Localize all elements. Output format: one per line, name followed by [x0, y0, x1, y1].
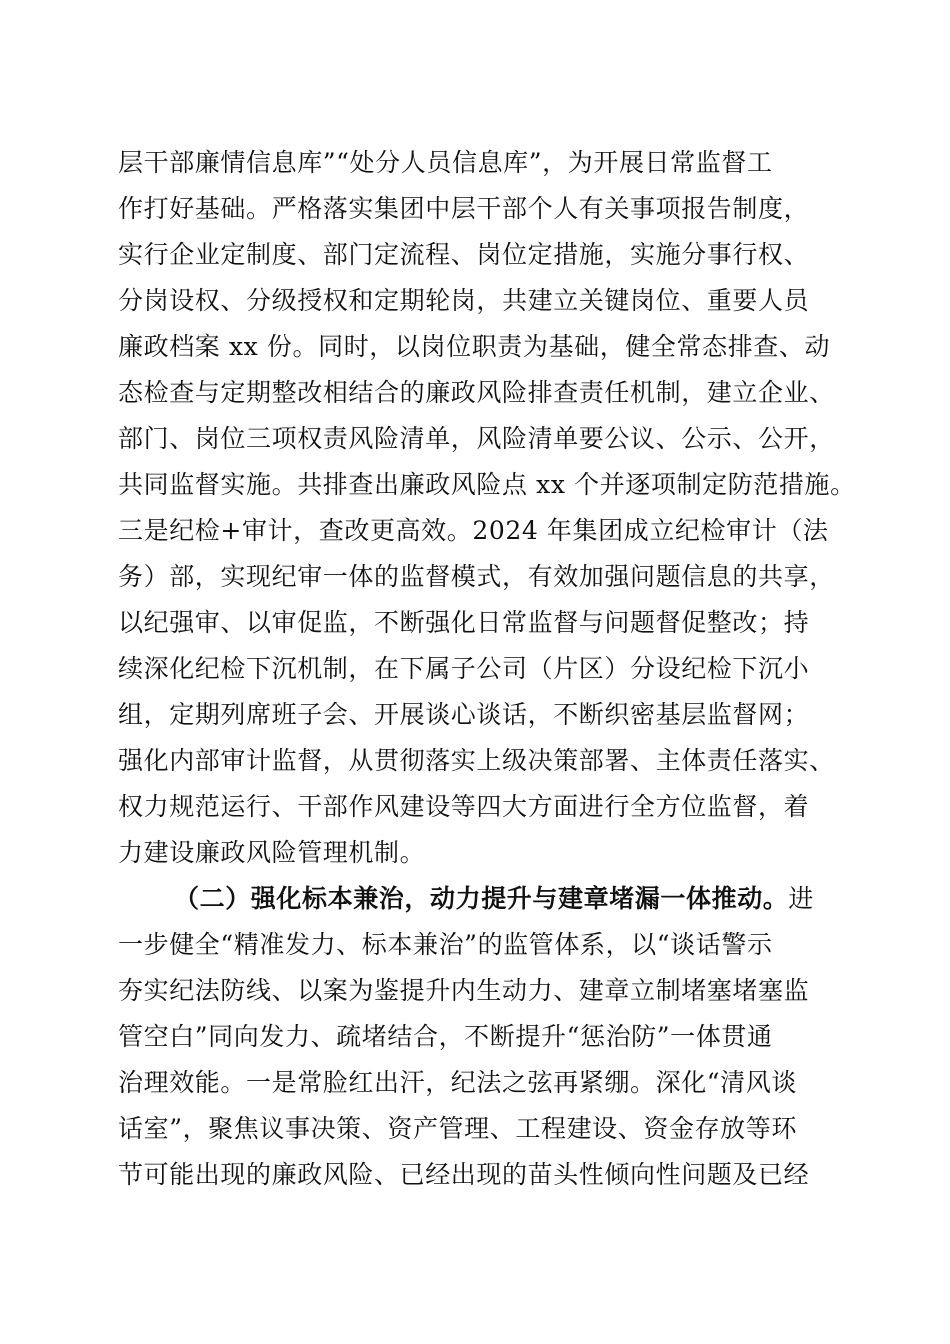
- text-line: 务）部，实现纪审一体的监督模式，有效加强问题信息的共享，: [118, 562, 835, 591]
- text-line: 三是纪检+审计，查改更高效。2024 年集团成立纪检审计（法: [118, 516, 829, 545]
- text-line: 部门、岗位三项权责风险清单，风险清单要公议、公示、公开，: [118, 424, 835, 453]
- document-body: [118, 140, 856, 1198]
- section-heading-line: [118, 876, 838, 922]
- text-line: 节可能出现的廉政风险、已经出现的苗头性倾向性问题及已经: [118, 1160, 810, 1189]
- text-line: 以纪强审、以审促监，不断强化日常监督与问题督促整改；持: [118, 608, 810, 637]
- text-line: 力建设廉政风险管理机制。: [118, 838, 426, 867]
- text-line: 廉政档案 xx 份。同时，以岗位职责为基础，健全常态排查、动: [118, 332, 831, 361]
- text-line: 层干部廉情信息库”“处分人员信息库”，为开展日常监督工: [118, 148, 773, 177]
- text-line: 强化内部审计监督，从贯彻落实上级决策部署、主体责任落实、: [118, 746, 835, 775]
- text-line: 续深化纪检下沉机制，在下属子公司（片区）分设纪检下沉小: [118, 654, 810, 683]
- text-line: 话室”，聚焦议事决策、资产管理、工程建设、资金存放等环: [118, 1114, 797, 1143]
- paragraph-continuation: [118, 140, 856, 876]
- text-line: 实行企业定制度、部门定流程、岗位定措施，实施分事行权、: [118, 240, 810, 269]
- text-line: 管空白”同向发力、疏堵结合，不断提升“惩治防”一体贯通: [118, 1022, 773, 1051]
- text-line: 组，定期列席班子会、开展谈心谈话，不断织密基层监督网；: [118, 700, 810, 729]
- paragraph-section-2: [118, 876, 838, 1198]
- heading-line-rest: 进: [788, 884, 815, 913]
- text-line: 作打好基础。严格落实集团中层干部个人有关事项报告制度，: [118, 194, 810, 223]
- text-line: 态检查与定期整改相结合的廉政风险排查责任机制，建立企业、: [118, 378, 835, 407]
- text-line: 权力规范运行、干部作风建设等四大方面进行全方位监督，着: [118, 792, 810, 821]
- text-line: 夯实纪法防线、以案为鉴提升内生动力、建章立制堵塞堵塞监: [118, 976, 810, 1005]
- text-line: 共同监督实施。共排查出廉政风险点 xx 个并逐项制定防范措施。: [118, 470, 856, 499]
- text-line: 一步健全“精准发力、标本兼治”的监管体系，以“谈话警示: [118, 930, 773, 959]
- section-heading: （二）强化标本兼治，动力提升与建章堵漏一体推动。: [174, 884, 789, 913]
- text-line: 治理效能。一是常脸红出汗，纪法之弦再紧绷。深化“清风谈: [118, 1068, 797, 1097]
- text-line: 分岗设权、分级授权和定期轮岗，共建立关键岗位、重要人员: [118, 286, 810, 315]
